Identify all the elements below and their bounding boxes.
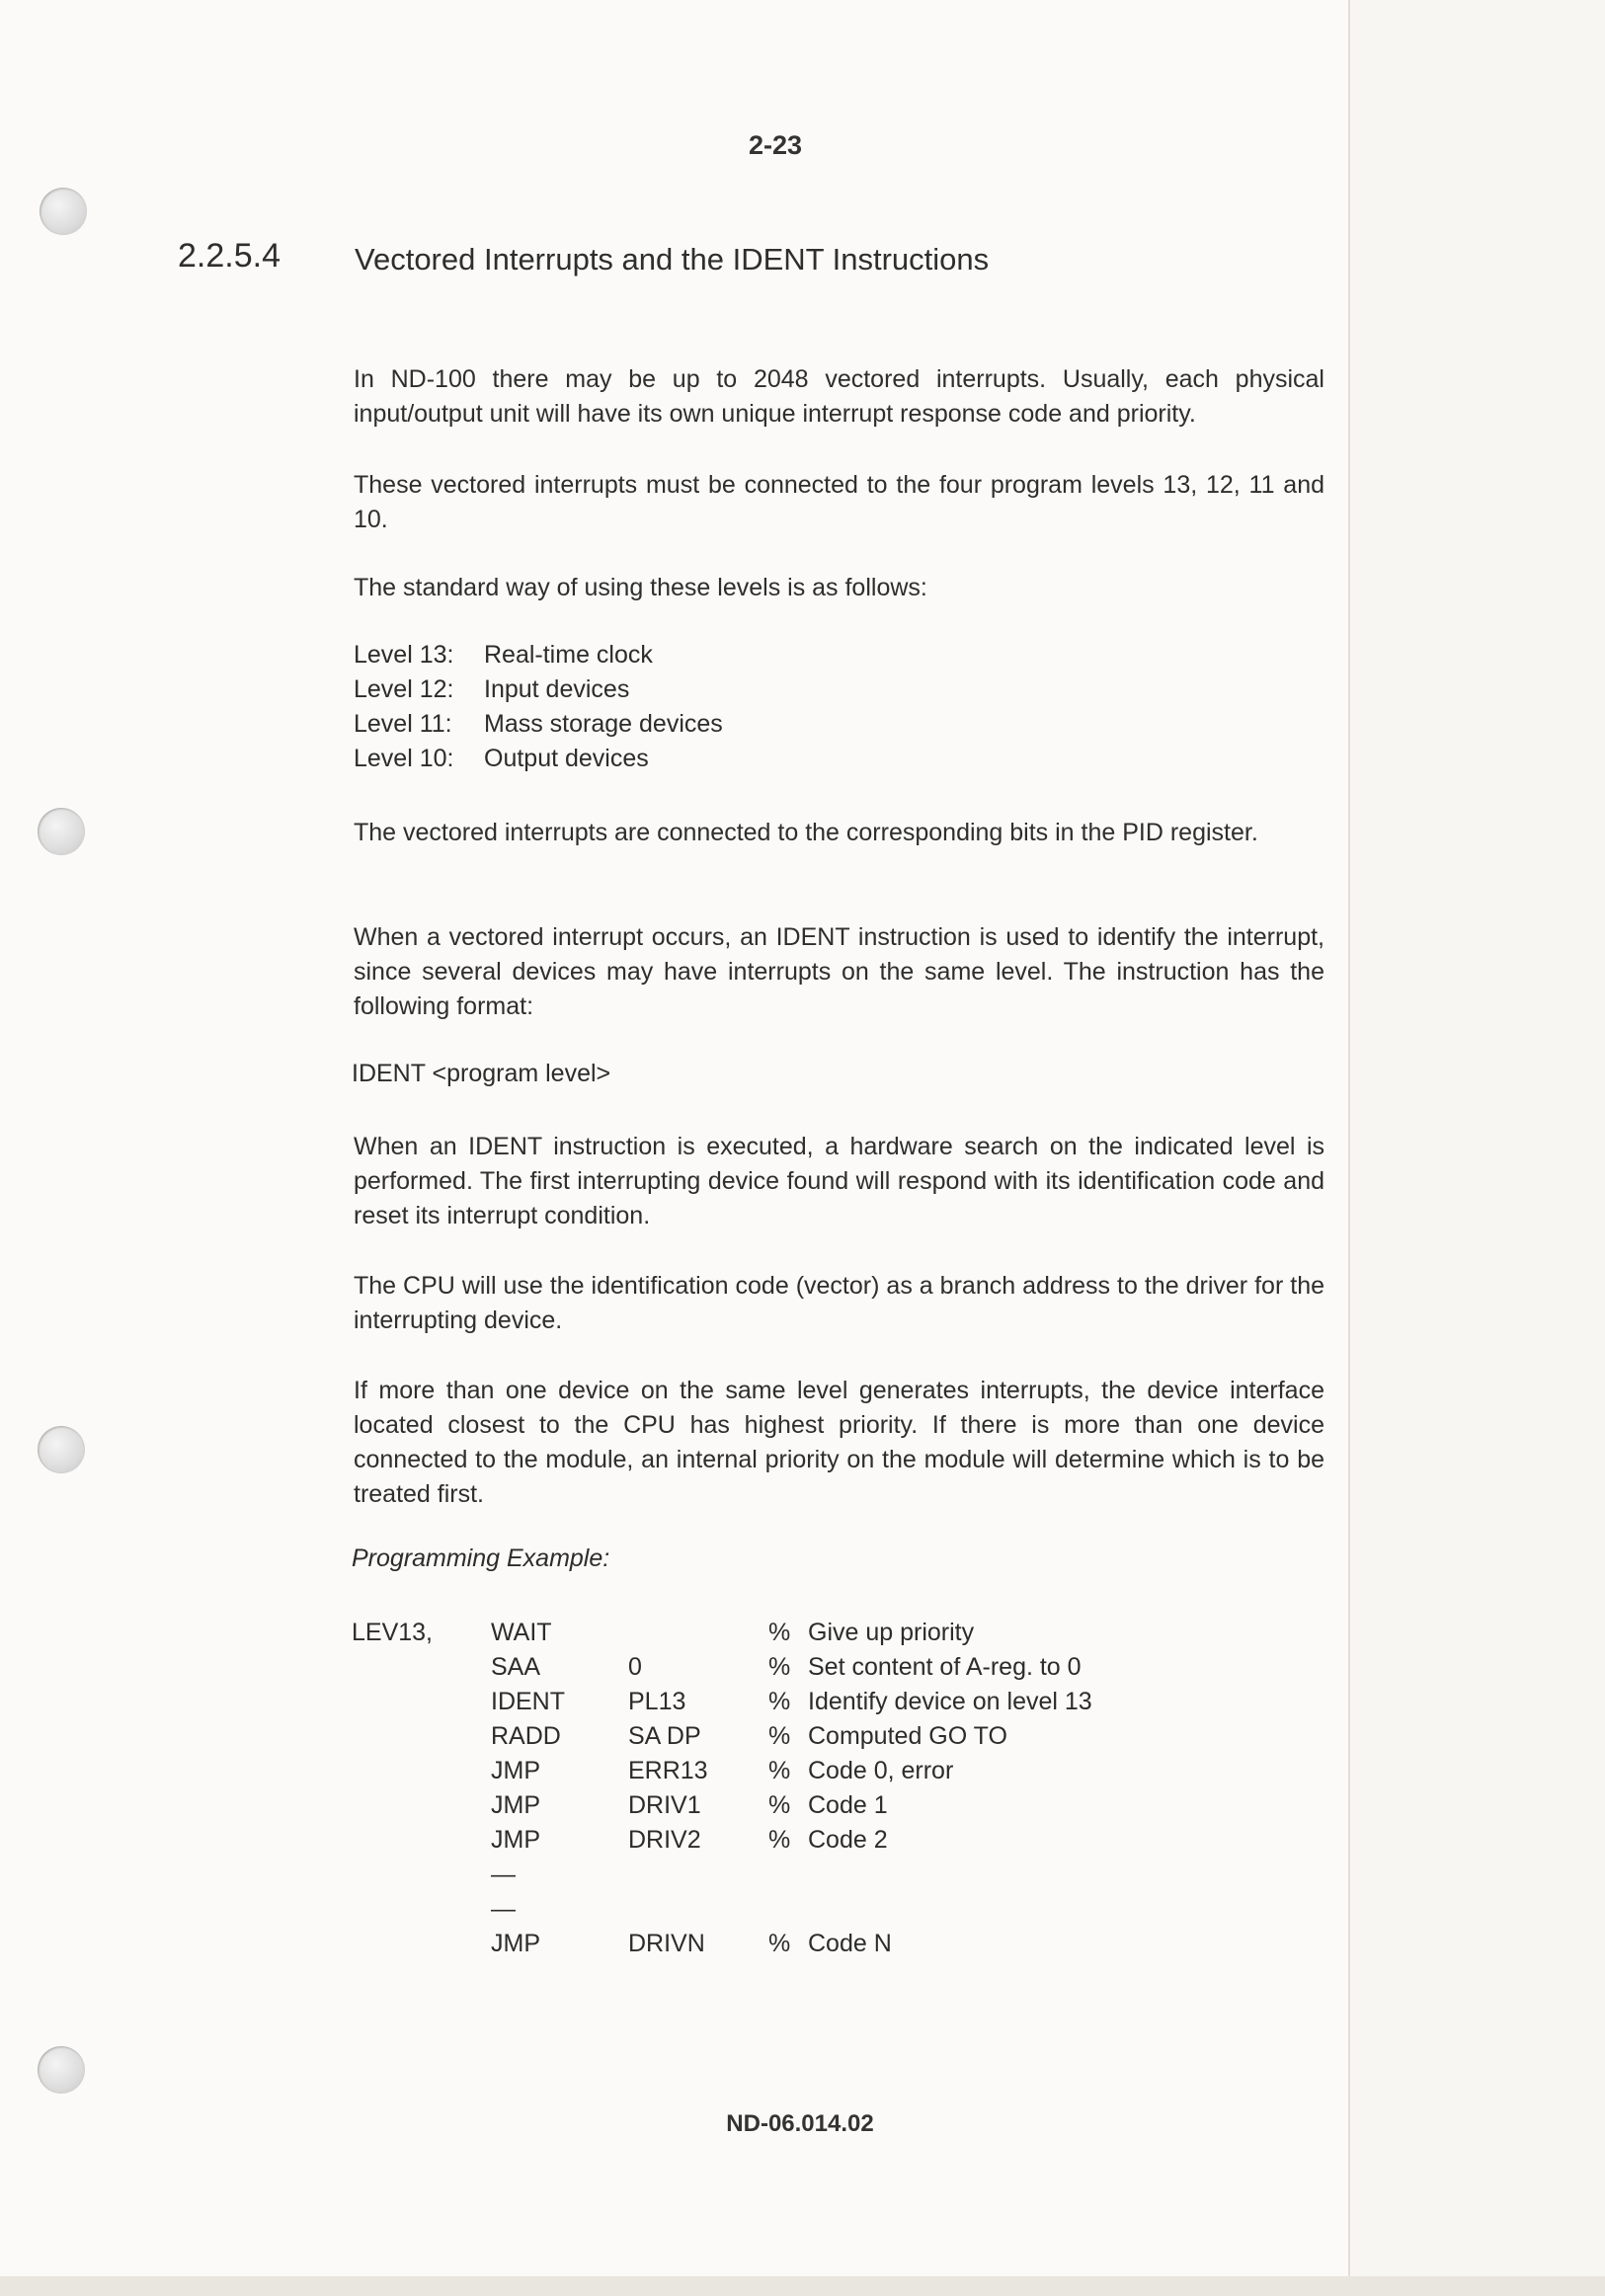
code-listing (352, 1616, 1142, 1961)
code-opcode: JMP (491, 1930, 540, 1957)
binder-hole (38, 1426, 85, 1473)
level-label: Level 10: (354, 745, 454, 772)
code-opcode: JMP (491, 1791, 540, 1819)
paragraph: When a vectored interrupt occurs, an IDENT instruction is used to identify the interrupt, since several devices may have interrupts on the same level. The instruction has the following format: (354, 923, 1324, 1020)
code-line (352, 1892, 1142, 1927)
code-label: LEV13, (352, 1619, 434, 1646)
code-comment-marker: % (768, 1930, 791, 1957)
code-comment: Code 2 (808, 1826, 888, 1854)
code-comment-marker: % (768, 1688, 791, 1715)
document-id-footer: ND-06.014.02 (726, 2110, 874, 2137)
section-number: 2.2.5.4 (178, 237, 281, 275)
binder-hole (38, 2046, 85, 2094)
level-item (354, 742, 946, 776)
level-item (354, 638, 946, 673)
code-line (352, 1927, 1142, 1961)
level-description: Input devices (484, 675, 630, 703)
code-operand: 0 (628, 1653, 642, 1681)
code-operand: ERR13 (628, 1757, 708, 1784)
level-list (354, 638, 946, 776)
code-operand: DRIV2 (628, 1826, 701, 1854)
code-line (352, 1650, 1142, 1685)
code-comment-marker: % (768, 1619, 791, 1646)
code-comment: Identify device on level 13 (808, 1688, 1092, 1715)
code-comment: Give up priority (808, 1619, 975, 1646)
code-opcode: JMP (491, 1757, 540, 1784)
code-comment-marker: % (768, 1722, 791, 1750)
code-opcode: — (491, 1895, 516, 1923)
code-opcode: WAIT (491, 1619, 552, 1646)
code-opcode: RADD (491, 1722, 561, 1750)
code-operand: SA DP (628, 1722, 701, 1750)
programming-example-heading: Programming Example: (352, 1544, 610, 1572)
code-operand: PL13 (628, 1688, 686, 1715)
level-item (354, 707, 946, 742)
paragraph: These vectored interrupts must be connected to the four program levels 13, 12, 11 and 10. (354, 471, 1324, 533)
code-comment-marker: % (768, 1791, 791, 1819)
paragraph: If more than one device on the same level generates interrupts, the device interface located closest to the CPU has highest priority. If there is more than one device connected to the module, an internal priority on the module will determine which is to be treated first. (354, 1377, 1324, 1508)
page-margin-right (1350, 0, 1605, 2296)
code-opcode: JMP (491, 1826, 540, 1854)
code-opcode: IDENT (491, 1688, 565, 1715)
binder-hole (38, 808, 85, 855)
paragraph: The vectored interrupts are connected to the corresponding bits in the PID register. (354, 819, 1258, 846)
code-line (352, 1616, 1142, 1650)
page-bottom-edge (0, 2276, 1605, 2296)
level-label: Level 12: (354, 675, 454, 703)
ident-format: IDENT <program level> (352, 1060, 611, 1087)
code-operand: DRIV1 (628, 1791, 701, 1819)
code-comment: Computed GO TO (808, 1722, 1007, 1750)
binder-hole (40, 188, 87, 235)
level-label: Level 11: (354, 710, 452, 738)
level-description: Output devices (484, 745, 649, 772)
code-line (352, 1719, 1142, 1754)
level-description: Real-time clock (484, 641, 653, 669)
level-item (354, 673, 946, 707)
code-line (352, 1788, 1142, 1823)
code-opcode: — (491, 1861, 516, 1888)
code-comment: Code N (808, 1930, 892, 1957)
code-comment: Code 1 (808, 1791, 888, 1819)
page-number: 2-23 (748, 130, 803, 160)
paragraph: The CPU will use the identification code (vector) as a branch address to the driver for the interrupting device. (354, 1272, 1324, 1334)
code-line (352, 1754, 1142, 1788)
code-comment: Set content of A-reg. to 0 (808, 1653, 1082, 1681)
paragraph: In ND-100 there may be up to 2048 vectored interrupts. Usually, each physical input/output unit will have its own unique interrupt response code and priority. (354, 365, 1324, 428)
code-opcode: SAA (491, 1653, 541, 1681)
code-line (352, 1858, 1142, 1892)
code-comment-marker: % (768, 1826, 791, 1854)
code-line (352, 1823, 1142, 1858)
code-comment-marker: % (768, 1653, 791, 1681)
paragraph: The standard way of using these levels is as follows: (354, 574, 927, 601)
section-title: Vectored Interrupts and the IDENT Instructions (355, 242, 990, 277)
level-label: Level 13: (354, 641, 454, 669)
paragraph: When an IDENT instruction is executed, a hardware search on the indicated level is performed. The first interrupting device found will respond with its identification code and reset its interrupt condition. (354, 1133, 1324, 1229)
code-line (352, 1685, 1142, 1719)
code-comment-marker: % (768, 1757, 791, 1784)
code-comment: Code 0, error (808, 1757, 954, 1784)
level-description: Mass storage devices (484, 710, 723, 738)
code-operand: DRIVN (628, 1930, 705, 1957)
